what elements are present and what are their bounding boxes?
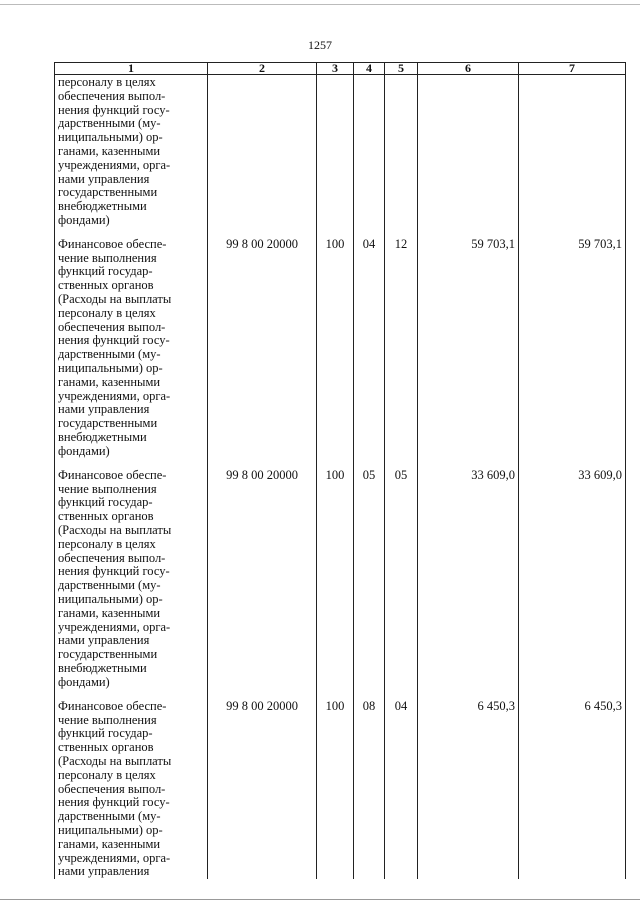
row-description: Финансовое обеспе- чение выполнения функций государ- ственных органов (Расходы на выплаты персоналу в целях обеспечения выпол- нения функций госу- дарственными (му- ниципальными) ор- ганами, казенными учреждениями, орга- нами управления — [55, 690, 208, 879]
row-description: Финансовое обеспе- чение выполнения функций государ- ственных органов (Расходы на выплаты персоналу в целях обеспечения выпол- нения функций госу- дарственными (му- ниципальными) ор- ганами, казенными учреждениями, орга- нами управления государственными внебюджетными фондами) — [55, 228, 208, 459]
table-row — [55, 459, 626, 690]
row-section: 08 — [354, 690, 385, 879]
row-amount-7 — [519, 75, 626, 228]
row-subsection: 12 — [385, 228, 418, 459]
column-header-3: 3 — [317, 63, 354, 75]
row-expense-type: 100 — [317, 459, 354, 690]
table-row — [55, 228, 626, 459]
column-header-4: 4 — [354, 63, 385, 75]
row-amount-6: 59 703,1 — [418, 228, 519, 459]
row-amount-7: 6 450,3 — [519, 690, 626, 879]
row-description: Финансовое обеспе- чение выполнения функций государ- ственных органов (Расходы на выплаты персоналу в целях обеспечения выпол- нения функций госу- дарственными (му- ниципальными) ор- ганами, казенными учреждениями, орга- нами управления государственными внебюджетными фондами) — [55, 459, 208, 690]
column-header-1: 1 — [55, 63, 208, 75]
row-subsection: 04 — [385, 690, 418, 879]
row-target-code: 99 8 00 20000 — [208, 690, 317, 879]
row-subsection — [385, 75, 418, 228]
row-section — [354, 75, 385, 228]
table-header-row — [55, 63, 626, 75]
row-expense-type: 100 — [317, 228, 354, 459]
row-amount-6 — [418, 75, 519, 228]
row-section: 05 — [354, 459, 385, 690]
row-expense-type — [317, 75, 354, 228]
bottom-rule — [0, 899, 640, 900]
column-header-6: 6 — [418, 63, 519, 75]
row-amount-7: 59 703,1 — [519, 228, 626, 459]
column-header-5: 5 — [385, 63, 418, 75]
budget-table — [54, 62, 626, 879]
row-section: 04 — [354, 228, 385, 459]
top-rule — [0, 4, 640, 5]
row-description: персоналу в целях обеспечения выпол- нения функций госу- дарственными (му- ниципальными) ор- ганами, казенными учреждениями, орга- нами управления государственными внебюджетными фондами) — [55, 75, 208, 228]
row-subsection: 05 — [385, 459, 418, 690]
row-amount-7: 33 609,0 — [519, 459, 626, 690]
column-header-2: 2 — [208, 63, 317, 75]
row-target-code: 99 8 00 20000 — [208, 459, 317, 690]
table-row — [55, 75, 626, 228]
table-row — [55, 690, 626, 879]
row-amount-6: 6 450,3 — [418, 690, 519, 879]
row-target-code: 99 8 00 20000 — [208, 228, 317, 459]
column-header-7: 7 — [519, 63, 626, 75]
row-expense-type: 100 — [317, 690, 354, 879]
row-amount-6: 33 609,0 — [418, 459, 519, 690]
row-target-code — [208, 75, 317, 228]
page-number: 1257 — [308, 38, 332, 52]
